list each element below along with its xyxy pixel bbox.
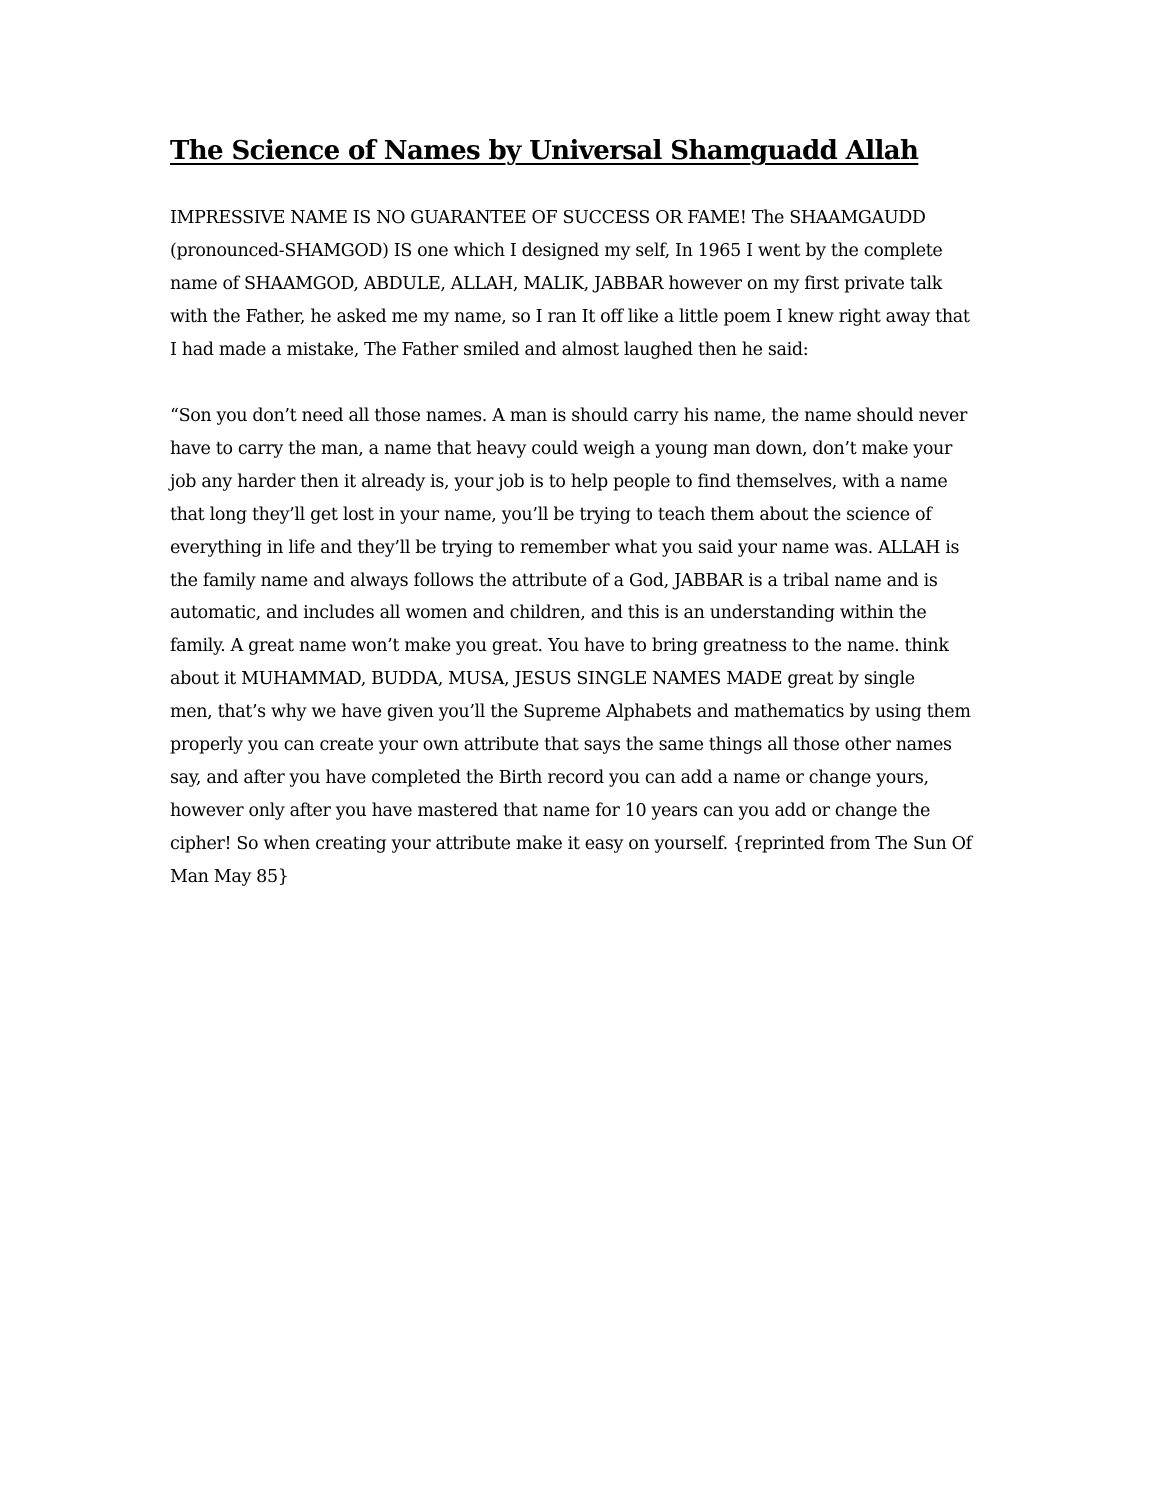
text-line: family. A great name won’t make you great. You have to bring greatness to the name. think [170,636,949,657]
text-line: however only after you have mastered that name for 10 years can you add or change the [170,800,930,821]
text-line: automatic, and includes all women and children, and this is an understanding within the [170,603,927,624]
text-line: the family name and always follows the attribute of a God, JABBAR is a tribal name and is [170,570,938,591]
text-line: with the Father, he asked me my name, so I ran It off like a little poem I knew right away that [170,306,970,327]
quote-paragraph [170,400,972,894]
text-line: “Son you don’t need all those names. A man is should carry his name, the name should never [170,406,967,426]
text-line: everything in life and they’ll be trying to remember what you said your name was. ALLAH is [170,537,960,558]
text-line: IMPRESSIVE NAME IS NO GUARANTEE OF SUCCESS OR FAME! The SHAAMGAUDD [170,208,926,228]
text-line: I had made a mistake, The Father smiled and almost laughed then he said: [170,339,809,360]
text-line: about it MUHAMMAD, BUDDA, MUSA, JESUS SINGLE NAMES MADE great by single [170,669,915,690]
text-line: say, and after you have completed the Birth record you can add a name or change yours, [170,767,929,788]
text-line: job any harder then it already is, your job is to help people to find themselves, with a name [170,471,948,492]
document-title: The Science of Names by Universal Shamguadd Allah [170,136,919,166]
text-line: properly you can create your own attribute that says the same things all those other names [170,735,952,756]
text-line: name of SHAAMGOD, ABDULE, ALLAH, MALIK, JABBAR however on my first private talk [170,273,943,294]
text-line: cipher! So when creating your attribute make it easy on yourself. {reprinted from The Sun Of [170,833,972,854]
text-line: that long they’ll get lost in your name, you’ll be trying to teach them about the science of [170,504,932,525]
intro-paragraph [170,202,970,367]
text-line: Man May 85} [170,866,289,887]
text-line: have to carry the man, a name that heavy could weigh a young man down, don’t make your [170,438,952,459]
text-line: men, that’s why we have given you’ll the Supreme Alphabets and mathematics by using them [170,702,971,723]
text-line: (pronounced-SHAMGOD) IS one which I designed my self, In 1965 I went by the complete [170,240,943,261]
